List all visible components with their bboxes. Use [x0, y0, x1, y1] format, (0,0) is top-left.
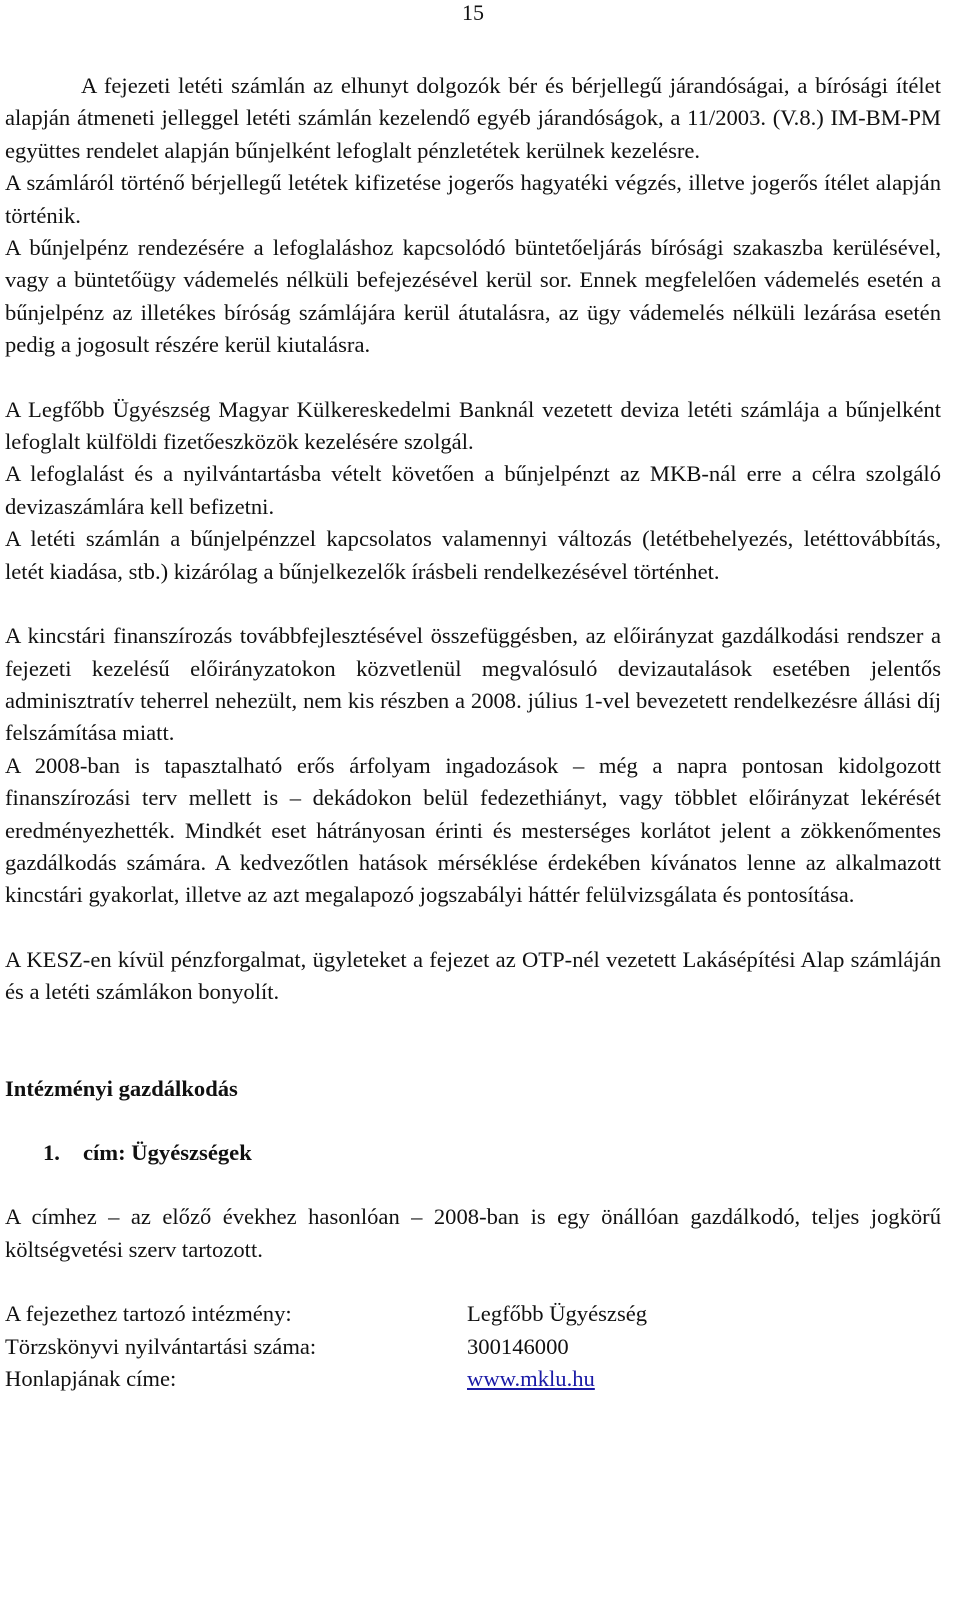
subsection-number: 1. — [43, 1139, 60, 1165]
paragraph-deposit-account: A fejezeti letéti számlán az elhunyt dolgozók bér és bérjellegű járandóságai, a bírósági ítélet alapján átmeneti jelleggel letéti számlán kezelendő egyéb járandóságok, a 11/2003. (V.8.) IM-BM-PM együttes rendelet alapján bűnjelként lefoglalt pénzletétek kerülnek kezelésre. — [5, 73, 941, 163]
paragraph-seizure: A lefoglalást és a nyilvántartásba vételt követően a bűnjelpénzt az MKB-nál erre a célra szolgáló devizaszámlára kell befizetni. — [5, 461, 941, 519]
info-row-institution — [5, 1298, 941, 1330]
paragraph-changes: A letéti számlán a bűnjelpénzzel kapcsolatos valamennyi változás (letétbehelyezés, letéttovábbítás, letét kiadása, stb.) kizárólag a bűnjelkezelők írásbeli rendelkezésével történhet. — [5, 526, 941, 584]
section-heading: Intézményi gazdálkodás — [5, 1075, 238, 1101]
registry-value: 300146000 — [467, 1333, 569, 1359]
paragraph-treasury-financing: A kincstári finanszírozás továbbfejlesztésével összefüggésben, az előirányzat gazdálkodási rendszer a fejezeti kezelésű előirányzatokon közvetlenül megvalósuló devizautalások esetében jelentős adminisztratív teherrel nehezült, nem kis részben a 2008. július 1-vel bevezetett rendelkezésre állási díj felszámítása miatt. — [5, 623, 941, 746]
info-row-homepage — [5, 1363, 941, 1395]
paragraph-foreign-currency-account: A Legfőbb Ügyészség Magyar Külkereskedelmi Banknál vezetett deviza letéti számlája a bűnjelként lefoglalt külföldi fizetőeszközök kezelésére szolgál. — [5, 396, 941, 455]
paragraph-evidence-money: A bűnjelpénz rendezésére a lefoglaláshoz kapcsolódó büntetőeljárás bírósági szakaszba kerülésével, vagy a büntetőügy vádemelés nélküli befejezésével kerül sor. Ennek megfelelően vádemelés esetén a bűnjelpénz az illetékes bíróság számlájára kerül átutalásra, az ügy vádemelés nélküli lezárása esetén pedig a jogosult részére kerül kiutalásra. — [5, 235, 941, 358]
institution-value: Legfőbb Ügyészség — [467, 1301, 648, 1327]
institution-label: A fejezethez tartozó intézmény: — [5, 1301, 292, 1327]
paragraph-exchange-rate: A 2008-ban is tapasztalható erős árfolyam ingadozások – még a napra pontosan kidolgozott finanszírozási terv mellett is – dekádokon belül fedezethiányt, vagy többlet előirányzat lekérését eredményezhették. Mindkét eset hátrányosan érinti és mesterséges korlátot jelent a zökkenőmentes gazdálkodás számára. A kedvezőtlen hatások mérséklése érdekében kívánatos lenne az alkalmazott kincstári gyakorlat, illetve az azt megalapozó jogszabályi háttér felülvizsgálata és pontosítása. — [5, 752, 941, 908]
registry-label: Törzskönyvi nyilvántartási száma: — [5, 1333, 317, 1359]
paragraph-wage-payout: A számláról történő bérjellegű letétek kifizetése jogerős hagyatéki végzés, illetve jogerős ítélet alapján történik. — [5, 170, 941, 228]
homepage-label: Honlapjának címe: — [5, 1366, 177, 1391]
document-body — [5, 70, 941, 1395]
subsection-heading — [5, 1137, 941, 1169]
subsection-title: cím: Ügyészségek — [83, 1139, 252, 1165]
paragraph-title-institution: A címhez – az előző évekhez hasonlóan – 2008-ban is egy önállóan gazdálkodó, teljes jogkörű költségvetési szerv tartozott. — [5, 1204, 941, 1262]
page-number: 15 — [462, 0, 484, 25]
info-row-registry — [5, 1331, 941, 1363]
paragraph-kesz: A KESZ-en kívül pénzforgalmat, ügyleteket a fejezet az OTP-nél vezetett Lakásépítési Alap számláján és a letéti számlákon bonyolít. — [5, 946, 941, 1005]
homepage-link[interactable]: www.mklu.hu — [467, 1366, 595, 1391]
